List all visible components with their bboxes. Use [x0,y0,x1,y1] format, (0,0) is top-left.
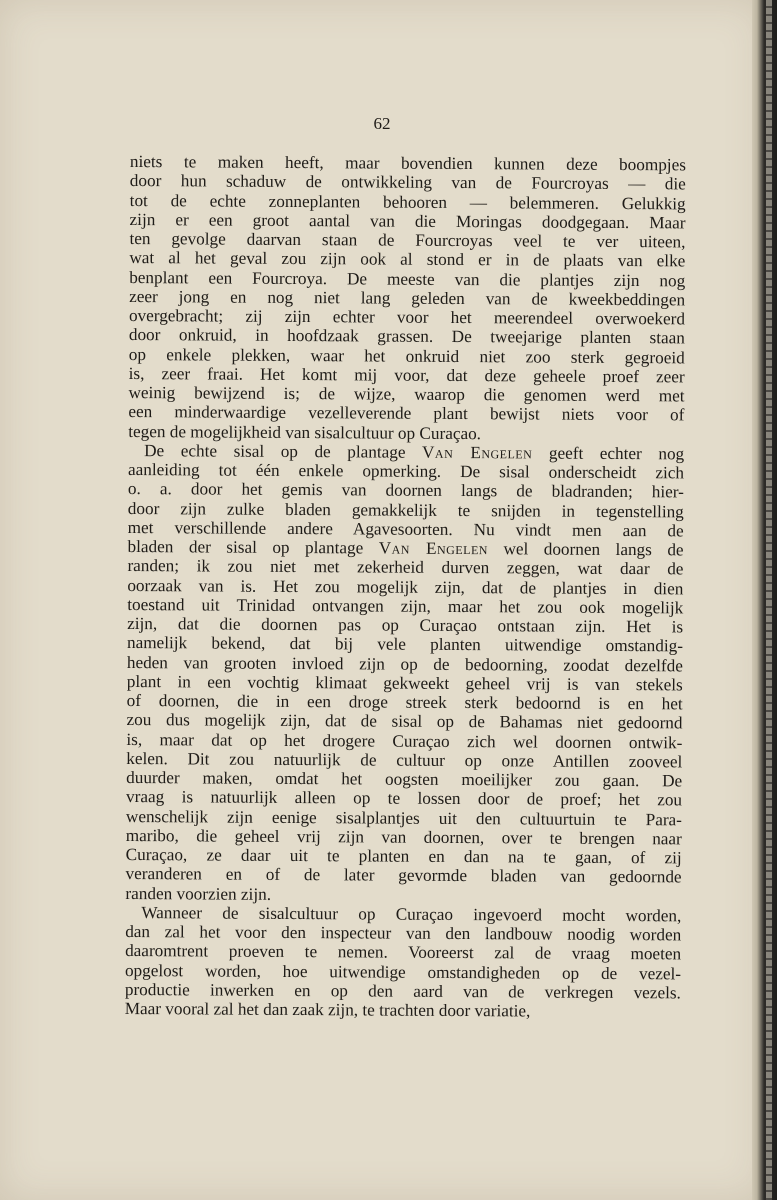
text-line: op enkele plekken, waar het onkruid niet zoo sterk gegroeid [128,344,685,367]
text-line: toestand uit Trinidad ontvangen zijn, maar het zou ook mogelijk [127,594,684,618]
text-line: De echte sisal op de plantage Van Engelen geeft echter nog [144,440,685,464]
text-line: weinig bewijzend is; de wijze, waarop die genomen werd met [128,382,685,406]
text-line: randen voorzien zijn. [125,883,272,904]
body-text [125,152,686,1022]
text-line: zijn, dat die doornen pas op Curaçao ontstaan zijn. Het is [127,613,684,637]
paragraph-3 [125,903,682,1022]
text-line: bladen der sisal op plantage Van Engelen wel doornen langs de [127,536,684,560]
text-line: plant in een vochtig klimaat gekweekt geheel vrij is van stekels [126,671,683,695]
text-line: productie inwerken en op den aard van de verkregen vezels. [124,979,681,1003]
text-line: overgebracht; zij zijn echter voor het meerendeel overwoekerd [128,305,686,329]
text-line: benplant een Fourcroya. De meeste van die plantjes zijn nog [129,267,686,290]
text-line: met verschillende andere Agavesoorten. Nu vindt men aan de [127,517,684,541]
text-line: een minderwaardige vezelleverende plant bewijst niets voor of [128,402,685,425]
text-line: tot de echte zonneplanten behooren — belemmeren. Gelukkig [129,190,686,213]
text-line: is, zeer fraai. Het komt mij voor, dat deze geheele proef zeer [128,363,685,387]
text-line: o. a. door het gemis van doornen langs de bladranden; hier- [127,479,684,502]
text-line: heden van grooten invloed zijn op de bedoorning, zoodat dezelfde [126,652,683,675]
text-line: zeer jong en nog niet lang geleden van de kweekbeddingen [129,286,686,310]
text-line: dan zal het voor den inspecteur van den landbouw noodig worden [125,921,682,945]
text-line: vraag is natuurlijk alleen op te lossen door de proef; het zou [126,787,683,810]
binding-edge [766,0,772,1200]
text-line: zijn er een groot aantal van die Moringas doodgegaan. Maar [129,209,686,233]
page-edge-shadow [752,0,777,1200]
text-line: maribo, die geheel vrij zijn van doornen, over te brengen naar [125,825,682,849]
text-line: zou dus mogelijk zijn, dat de sisal op de Bahamas niet gedoornd [126,710,683,733]
text-line: veranderen en of de later gevormde bladen van gedoornde [125,864,682,887]
text-line: door onkruid, in hoofdzaak grassen. De tweejarige planten staan [128,325,685,348]
text-line: opgelost worden, hoe uitwendige omstandigheden op de vezel- [124,960,682,983]
text-line: tegen de mogelijkheid van sisalcultuur op Curaçao. [128,421,482,443]
text-line: namelijk bekend, dat bij vele planten uitwendige omstandig- [126,633,684,656]
text-line: of doornen, die in een droge streek sterk bedoornd is en het [126,690,683,714]
text-line: kelen. Dit zou natuurlijk de cultuur op onze Antillen zooveel [126,748,683,772]
text-line: is, maar dat op het drogere Curaçao zich wel doornen ontwik- [126,729,683,752]
text-line: niets te maken heeft, maar bovendien kunnen deze boompjes [129,152,686,175]
text-line: wat al het geval zou zijn ook al stond er in de plaats van elke [129,248,686,271]
text-line: duurder maken, omdat het oogsten moeilijker zou gaan. De [126,767,683,791]
text-line: randen; ik zou niet met zekerheid durven zeggen, wat daar de [127,556,684,579]
text-line: Maar vooral zal het dan zaak zijn, te trachten door variatie, [124,998,531,1021]
text-line: ten gevolge daarvan staan de Fourcroyas veel te ver uiteen, [129,228,686,252]
text-line: door hun schaduw de ontwikkeling van de Fourcroyas — die [129,171,686,194]
text-line: aanleiding tot één enkele opmerking. De sisal onderscheidt zich [128,459,685,483]
text-line: Curaçao, ze daar uit te planten en dan na te gaan, of zij [125,844,682,868]
text-line: Wanneer de sisalcultuur op Curaçao ingevoerd mocht worden, [141,902,682,926]
text-line: door zijn zulke bladen gemakkelijk te snijden in tegenstelling [127,498,684,521]
text-line: wenschelijk zijn eenige sisalplantjes uit den cultuurtuin te Para- [125,806,682,829]
paragraph-1 [128,152,686,444]
text-line: daaromtrent proeven te nemen. Vooreerst zal de vraag moeten [125,941,682,964]
text-line: oorzaak van is. Het zou mogelijk zijn, dat de plantjes in dien [127,575,684,598]
page-number: 62 [373,114,391,133]
paragraph-2 [125,441,684,906]
